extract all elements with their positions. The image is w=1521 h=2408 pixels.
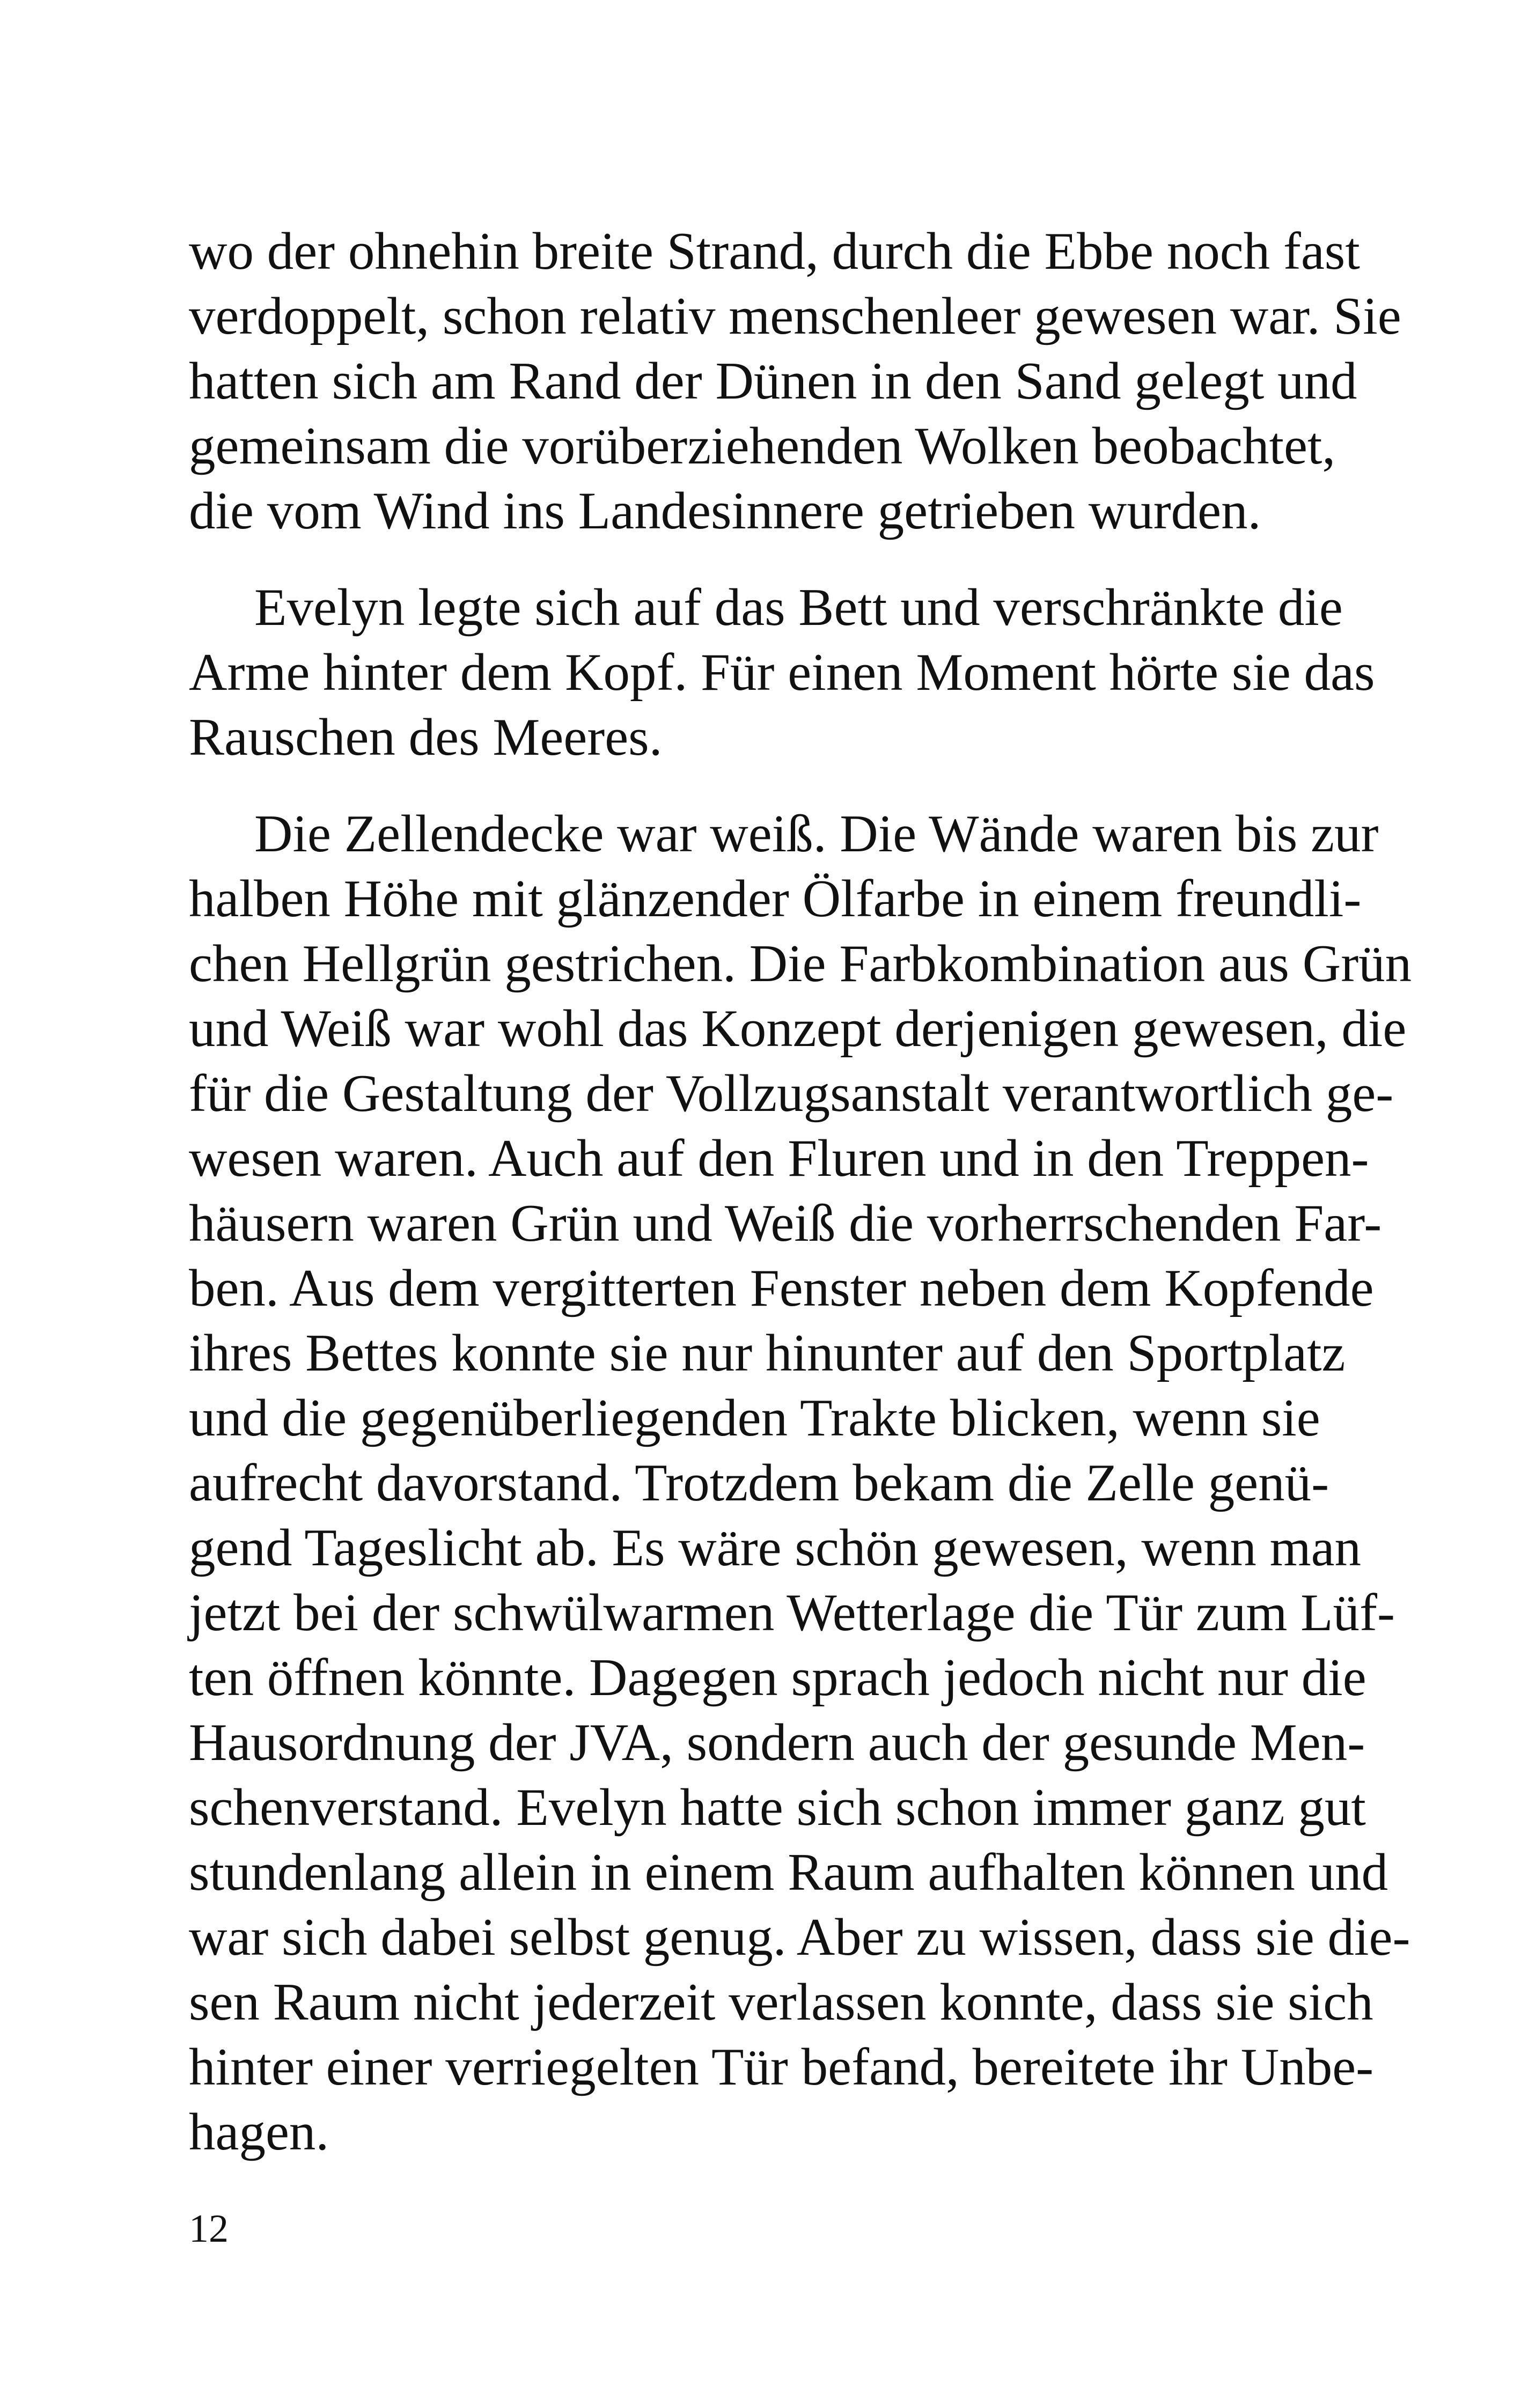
- text-line: Rauschen des Meeres.: [189, 708, 663, 767]
- text-line: und Weiß war wohl das Konzept derjenigen gewesen, die: [189, 999, 1407, 1058]
- text-line: gemeinsam die vorüberziehenden Wolken beobachtet,: [189, 417, 1336, 475]
- text-line: halben Höhe mit glänzender Ölfarbe in einem freundli-: [189, 870, 1362, 928]
- text-line: stundenlang allein in einem Raum aufhalten können und: [189, 1843, 1388, 1902]
- text-line: ben. Aus dem vergitterten Fenster neben dem Kopfende: [189, 1259, 1374, 1317]
- text-line: Die Zellendecke war weiß. Die Wände waren bis zur: [254, 805, 1379, 863]
- text-line: Evelyn legte sich auf das Bett und verschränkte die: [254, 578, 1343, 637]
- text-line: Hausordnung der JVA, sondern auch der gesunde Men-: [189, 1713, 1365, 1772]
- text-line: sen Raum nicht jederzeit verlassen konnte, dass sie sich: [189, 1973, 1373, 2031]
- text-line: verdoppelt, schon relativ menschenleer gewesen war. Sie: [189, 287, 1401, 345]
- text-line: für die Gestaltung der Vollzugsanstalt verantwortlich ge-: [189, 1064, 1394, 1123]
- text-line: ten öffnen könnte. Dagegen sprach jedoch nicht nur die: [189, 1648, 1366, 1707]
- text-line: ihres Bettes konnte sie nur hinunter auf den Sportplatz: [189, 1324, 1346, 1382]
- text-line: Arme hinter dem Kopf. Für einen Moment hörte sie das: [189, 643, 1375, 702]
- page-number: 12: [189, 2207, 229, 2251]
- text-line: häusern waren Grün und Weiß die vorherrschenden Far-: [189, 1194, 1382, 1253]
- text-line: schenverstand. Evelyn hatte sich schon immer ganz gut: [189, 1778, 1366, 1837]
- text-line: chen Hellgrün gestrichen. Die Farbkombination aus Grün: [189, 934, 1412, 993]
- text-line: wo der ohnehin breite Strand, durch die Ebbe noch fast: [189, 222, 1360, 281]
- text-line: und die gegenüberliegenden Trakte blicken, wenn sie: [189, 1389, 1320, 1447]
- text-line: gend Tageslicht ab. Es wäre schön gewesen, wenn man: [189, 1519, 1362, 1577]
- text-line: jetzt bei der schwülwarmen Wetterlage die Tür zum Lüf-: [189, 1584, 1395, 1642]
- text-line: die vom Wind ins Landesinnere getrieben wurden.: [189, 482, 1261, 540]
- text-line: aufrecht davorstand. Trotzdem bekam die Zelle genü-: [189, 1454, 1329, 1512]
- text-line: war sich dabei selbst genug. Aber zu wissen, dass sie die-: [189, 1908, 1410, 1967]
- text-line: hinter einer verriegelten Tür befand, bereitete ihr Unbe-: [189, 2038, 1374, 2096]
- paragraph-gap: [189, 770, 1294, 801]
- body-text: [189, 219, 1412, 2164]
- text-line: wesen waren. Auch auf den Fluren und in den Treppen-: [189, 1129, 1369, 1188]
- text-line: hatten sich am Rand der Dünen in den Sand gelegt und: [189, 352, 1357, 410]
- paragraph-gap: [189, 543, 1294, 575]
- text-line: hagen.: [189, 2103, 329, 2161]
